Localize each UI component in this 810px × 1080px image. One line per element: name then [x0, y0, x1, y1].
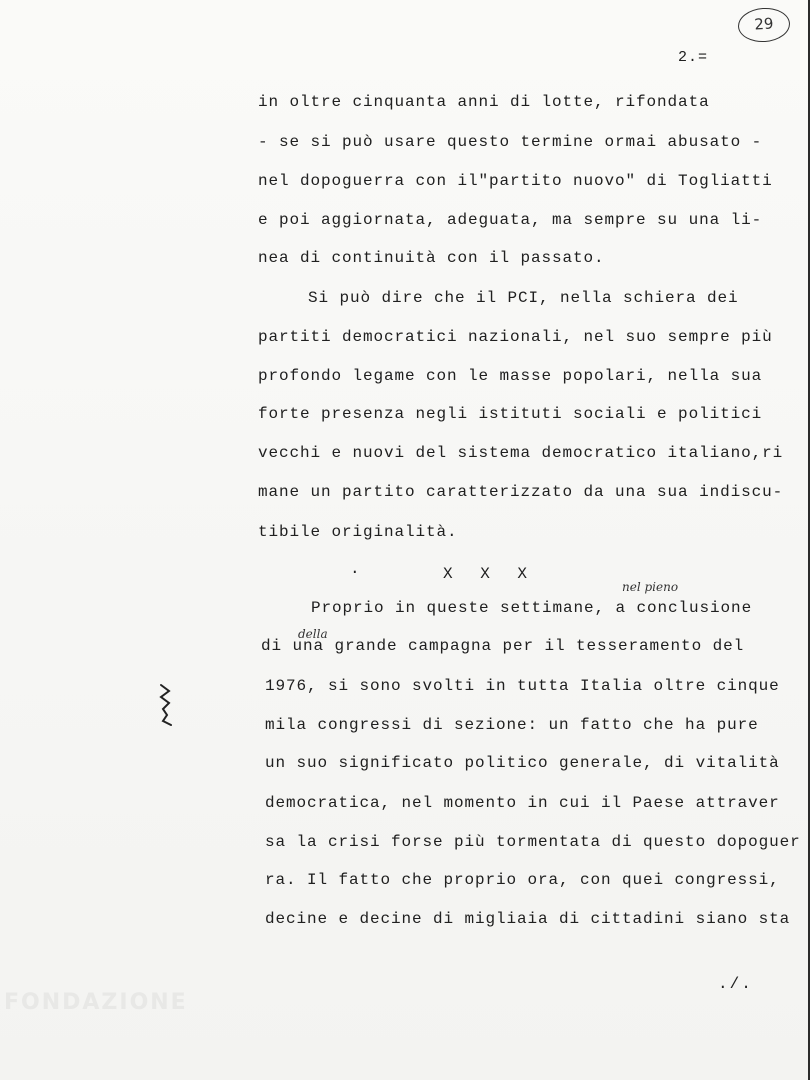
archive-number-stamp: 29 [737, 6, 791, 44]
text-line: di una grande campagna per il tesseramento del [261, 637, 745, 655]
text-line: in oltre cinquanta anni di lotte, rifondata [258, 93, 710, 111]
text-line: Si può dire che il PCI, nella schiera dei [308, 289, 739, 307]
text-line: mane un partito caratterizzato da una sua indiscu- [258, 483, 784, 501]
text-line: 1976, si sono svolti in tutta Italia oltre cinque [265, 677, 780, 695]
watermark: FONDAZIONE [4, 990, 188, 1015]
text-line: sa la crisi forse più tormentata di questo dopoguer [265, 833, 801, 851]
text-line: Proprio in queste settimane, a conclusione [311, 599, 753, 617]
text-line: mila congressi di sezione: un fatto che ha pure [265, 716, 759, 734]
handwritten-insertion: nel pieno [622, 580, 679, 594]
page-number: 2.= [678, 49, 709, 66]
continuation-mark: ./. [718, 975, 753, 993]
text-line: ra. Il fatto che proprio ora, con quei congressi, [265, 871, 780, 889]
section-separator: X X X [443, 565, 537, 583]
text-line: tibile originalità. [258, 523, 458, 541]
text-line: nea di continuità con il passato. [258, 249, 605, 267]
text-line: un suo significato politico generale, di vitalità [265, 754, 780, 772]
text-line: partiti democratici nazionali, nel suo sempre più [258, 328, 773, 346]
text-line: e poi aggiornata, adeguata, ma sempre su una li- [258, 211, 763, 229]
handwritten-insertion: della [298, 627, 328, 641]
text-line: vecchi e nuovi del sistema democratico italiano,ri [258, 444, 784, 462]
margin-annotation-mark [155, 683, 177, 727]
text-line: - se si può usare questo termine ormai abusato - [258, 133, 763, 151]
text-line: democratica, nel momento in cui il Paese attraver [265, 794, 780, 812]
text-line: nel dopoguerra con il"partito nuovo" di Togliatti [258, 172, 773, 190]
text-line: decine e decine di migliaia di cittadini siano sta [265, 910, 791, 928]
text-line: profondo legame con le masse popolari, nella sua [258, 367, 763, 385]
stray-dot: · [350, 563, 360, 581]
text-line: forte presenza negli istituti sociali e politici [258, 405, 763, 423]
